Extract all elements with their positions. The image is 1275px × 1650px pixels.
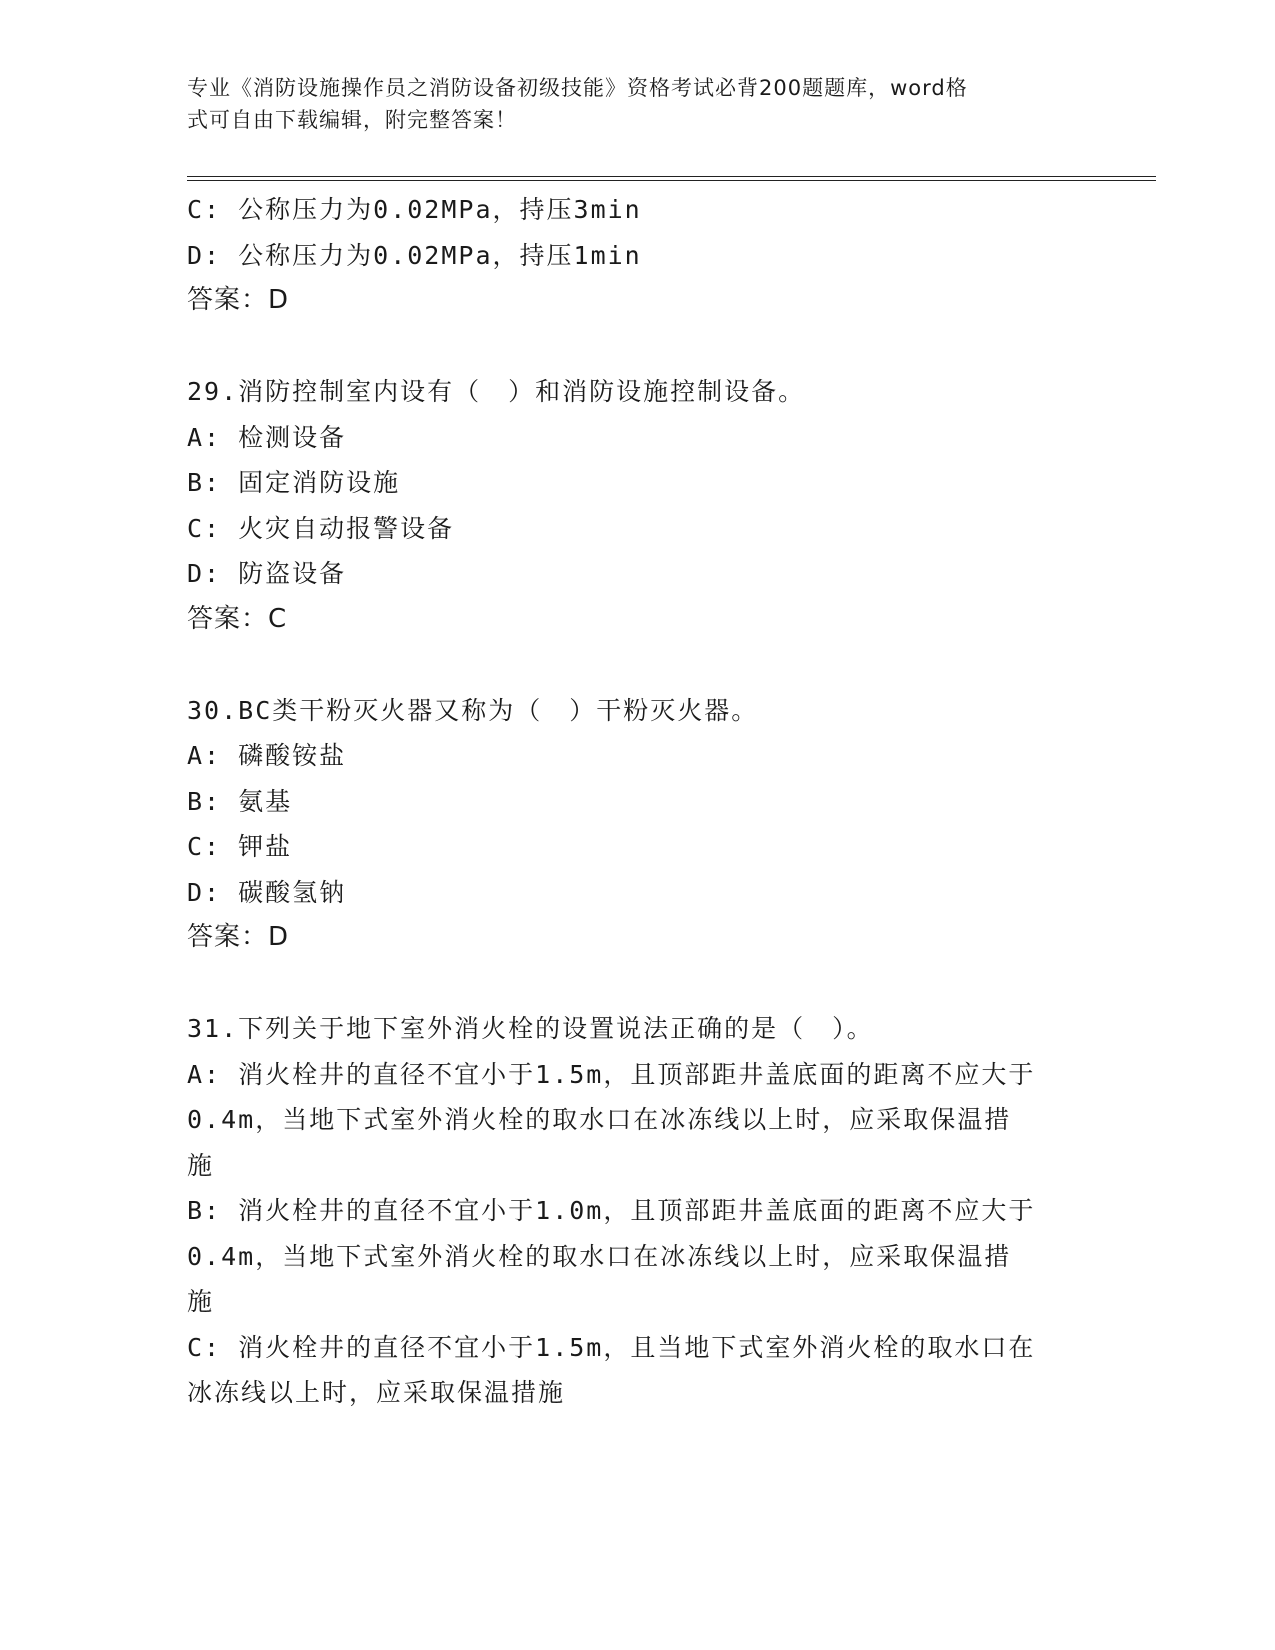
q30-option-c: C: 钾盐 <box>187 832 293 861</box>
spacer <box>187 642 1087 688</box>
header-line-2: 式可自由下载编辑，附完整答案！ <box>187 108 517 132</box>
q29-option-d: D: 防盗设备 <box>187 559 347 588</box>
question-31 <box>187 1006 1087 1416</box>
q31-option-c-line-2: 冰冻线以上时，应采取保温措施 <box>187 1378 566 1407</box>
q29-option-a: A: 检测设备 <box>187 422 347 452</box>
q31-option-c-line-1: C: 消火栓井的直径不宜小于1.5m，且当地下式室外消火栓的取水口在 <box>187 1332 1036 1362</box>
q28-option-c: C: 公称压力为0.02MPa，持压3min <box>187 195 642 224</box>
question-content <box>187 187 1087 1416</box>
page-header <box>187 72 1067 136</box>
spacer <box>187 324 1087 370</box>
header-line-1: 专业《消防设施操作员之消防设备初级技能》资格考试必背200题题库，word格 <box>187 76 968 100</box>
q30-option-b: B: 氨基 <box>187 786 293 816</box>
q28-option-d: D: 公称压力为0.02MPa，持压1min <box>187 240 642 270</box>
q29-option-b: B: 固定消防设施 <box>187 468 401 497</box>
q30-answer: 答案：D <box>187 922 290 952</box>
header-divider <box>187 176 1156 181</box>
question-30 <box>187 688 1087 961</box>
spacer <box>187 961 1087 1007</box>
q29-option-c: C: 火灾自动报警设备 <box>187 513 455 543</box>
q29-answer: 答案：C <box>187 603 288 634</box>
question-28-tail <box>187 187 1087 324</box>
q28-answer: 答案：D <box>187 285 290 315</box>
q30-option-a: A: 磷酸铵盐 <box>187 741 347 770</box>
q31-option-b-line-2: 0.4m，当地下式室外消火栓的取水口在冰冻线以上时，应采取保温措 <box>187 1241 1012 1271</box>
q29-question: 29.消防控制室内设有（ ）和消防设施控制设备。 <box>187 377 806 406</box>
q31-option-b-line-1: B: 消火栓井的直径不宜小于1.0m，且顶部距井盖底面的距离不应大于 <box>187 1196 1036 1225</box>
q31-option-a-line-1: A: 消火栓井的直径不宜小于1.5m，且顶部距井盖底面的距离不应大于 <box>187 1059 1036 1089</box>
q31-question: 31.下列关于地下室外消火栓的设置说法正确的是（ ）。 <box>187 1014 874 1043</box>
q30-question: 30.BC类干粉灭火器又称为（ ）干粉灭火器。 <box>187 695 759 725</box>
question-29 <box>187 369 1087 642</box>
q31-option-a-line-3: 施 <box>187 1150 215 1180</box>
q31-option-a-line-2: 0.4m，当地下式室外消火栓的取水口在冰冻线以上时，应采取保温措 <box>187 1105 1012 1134</box>
q30-option-d: D: 碳酸氢钠 <box>187 877 347 907</box>
q31-option-b-line-3: 施 <box>187 1287 215 1316</box>
